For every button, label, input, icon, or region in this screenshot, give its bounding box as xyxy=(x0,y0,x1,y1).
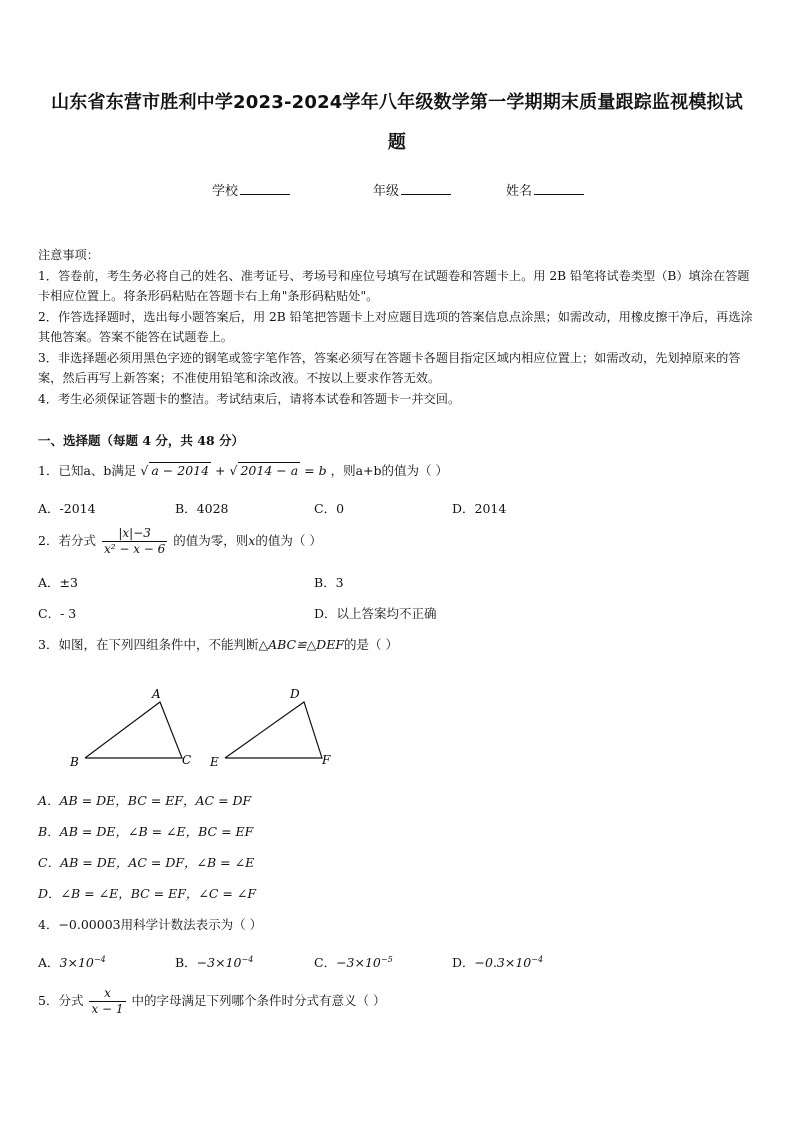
label-d: D xyxy=(290,687,300,701)
exam-title-line1: 山东省东营市胜利中学2023-2024学年八年级数学第一学期期末质量跟踪监视模拟试 xyxy=(51,92,743,113)
q1-plus: + xyxy=(215,463,226,478)
q3-math: △ABC≌△DEF xyxy=(258,637,344,652)
triangle-abc xyxy=(85,702,182,758)
q2-numerator: |x|−3 xyxy=(102,526,167,542)
q1-option-d: D．2014 xyxy=(452,501,507,516)
school-blank xyxy=(240,194,290,195)
note-item: 2．作答选择题时，选出每小题答案后，用 2B 铅笔把答题卡上对应题目选项的答案信息点涂黑；如需改动，用橡皮擦干净后，再选涂其他答案。答案不能答在试题卷上。 xyxy=(38,309,753,344)
q4-option-c: C．$-3\times 10^{-5}$ xyxy=(314,954,393,970)
q1-prefix: 1．已知a、b满足 xyxy=(38,463,137,478)
q3-option-a: A．AB = DE，BC = EF，AC = DF xyxy=(38,793,252,808)
exam-title-line2: 题 xyxy=(387,132,407,153)
note-item: 1．答卷前，考生务必将自己的姓名、准考证号、考场号和座位号填写在试题卷和答题卡上。用 2B 铅笔将试卷类型（B）填涂在答题卡相应位置上。将条形码粘贴在答题卡右上角"条形码粘贴处"。 xyxy=(38,268,750,303)
question-1: 1．已知a、b满足 √ a − 2014 + √ 2014 − a = b ，则a+b的值为（ ） xyxy=(38,463,448,478)
q1-equals: = b xyxy=(304,463,327,478)
q3-suffix: 的是（ ） xyxy=(344,637,398,652)
q2-option-b: B．3 xyxy=(314,575,344,590)
school-field xyxy=(212,180,290,199)
label-e: E xyxy=(210,755,219,769)
q2-denominator: x² − x − 6 xyxy=(103,542,166,556)
q3-option-c: C．AB = DE，AC = DF，∠B = ∠E xyxy=(38,855,255,870)
q1-option-b: B．4028 xyxy=(175,501,229,516)
q2-fraction xyxy=(102,526,167,557)
name-blank xyxy=(534,194,584,195)
name-field xyxy=(506,180,584,199)
triangles-figure xyxy=(60,682,350,772)
q3-option-d: D．∠B = ∠E，BC = EF，∠C = ∠F xyxy=(38,886,257,901)
q5-fraction xyxy=(89,986,125,1017)
q3-prefix: 3．如图，在下列四组条件中，不能判断 xyxy=(38,637,259,652)
q1-option-a: A．-2014 xyxy=(38,501,96,516)
label-f: F xyxy=(322,753,331,767)
question-3 xyxy=(38,635,398,653)
q3-option-b: B．AB = DE，∠B = ∠E，BC = EF xyxy=(38,824,254,839)
label-a: A xyxy=(152,687,161,701)
school-label: 学校 xyxy=(212,184,239,199)
q2-option-a: A．±3 xyxy=(38,575,78,590)
grade-blank xyxy=(401,194,451,195)
q5-suffix: 中的字母满足下列哪个条件时分式有意义（ ） xyxy=(131,993,386,1008)
q2-option-d: D．以上答案均不正确 xyxy=(314,606,437,621)
notes-block xyxy=(38,245,758,409)
q2-option-c: C．- 3 xyxy=(38,606,77,621)
q2-prefix: 2．若分式 xyxy=(38,533,96,548)
grade-field xyxy=(373,180,451,199)
q1-radical-1: a − 2014 xyxy=(151,463,210,478)
q4-option-b: B．$-3\times 10^{-4}$ xyxy=(175,954,254,970)
q2-mid: 的值为零，则 xyxy=(173,533,249,548)
question-5 xyxy=(38,986,386,1017)
q1-option-c: C．0 xyxy=(314,501,345,516)
q2-suffix: 的值为（ ） xyxy=(255,533,322,548)
triangle-def xyxy=(225,702,322,758)
q5-prefix: 5．分式 xyxy=(38,993,84,1008)
note-item: 4．考生必须保证答题卡的整洁。考试结束后，请将本试卷和答题卡一并交回。 xyxy=(38,391,461,406)
q5-numerator: x xyxy=(89,986,125,1002)
q4-option-a: A．$3\times 10^{-4}$ xyxy=(38,954,106,970)
question-2 xyxy=(38,526,322,557)
notes-heading: 注意事项： xyxy=(38,248,99,262)
grade-label: 年级 xyxy=(373,184,400,199)
note-item: 3．非选择题必须用黑色字迹的钢笔或签字笔作答，答案必须写在答题卡各题目指定区域内相应位置上；如需改动，先划掉原来的答案，然后再写上新答案；不准使用铅笔和涂改液。不按以上要求作答无效。 xyxy=(38,350,741,385)
q1-suffix: ，则a+b的值为（ ） xyxy=(330,463,448,478)
q2-variable: x xyxy=(248,533,256,548)
label-b: B xyxy=(70,755,79,769)
q4-option-d: D．$-0.3\times 10^{-4}$ xyxy=(452,954,544,970)
section-title: 一、选择题（每题 4 分，共 48 分） xyxy=(38,433,245,448)
question-4: 4．−0.00003用科学计数法表示为（ ） xyxy=(38,917,263,932)
q1-radical-2: 2014 − a xyxy=(240,463,299,478)
q5-denominator: x − 1 xyxy=(91,1002,124,1016)
label-c: C xyxy=(182,753,192,767)
name-label: 姓名 xyxy=(506,184,533,199)
